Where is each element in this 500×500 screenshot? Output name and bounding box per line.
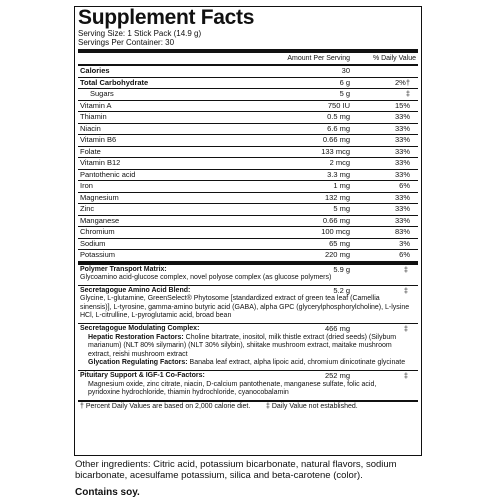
other-ingredients: Other ingredients: Citric acid, potassium bicarbonate, natural flavors, sodium bicarbonate, acesulfame potassium, silica and beta-carotene (color). [75, 459, 397, 481]
nutrient-amount: 30 [341, 66, 350, 75]
nutrient-name: Folate [80, 146, 101, 156]
serving-size: Serving Size: 1 Stick Pack (14.9 g) [78, 29, 202, 38]
nutrient-list [78, 66, 418, 261]
polymer-blend [78, 265, 418, 285]
nutrient-name: Iron [80, 181, 93, 190]
nutrient-amount: 220 mg [324, 250, 350, 259]
nutrient-row [78, 89, 418, 100]
nutrient-name: Calories [80, 66, 110, 75]
footnote-dagger: † Percent Daily Values are based on 2,000 calorie diet. [80, 402, 251, 410]
modulating-blend-amount: 466 mg [324, 324, 350, 334]
nutrient-row [78, 158, 418, 169]
nutrient-row [78, 239, 418, 250]
nutrient-row [78, 193, 418, 204]
nutrient-name: Vitamin B6 [80, 135, 117, 144]
nutrient-row [78, 170, 418, 181]
footnote-double-dagger: ‡ Daily Value not established. [266, 402, 358, 410]
amino-blend-desc: Glycine, L-glutamine, GreenSelect® Phytosome [standardized extract of green tea leaf (Camellia sinensis)], L-tyrosine, gamma-amino butyric acid (GABA), alpha GPC (glycerylphosphorylcholine), L-lysine HCl, L-citrulline, L-pyroglutamic acid, broad bean [80, 295, 410, 320]
nutrient-name: Total Carbohydrate [80, 77, 149, 87]
nutrient-row [78, 216, 418, 227]
servings-per-container: Servings Per Container: 30 [78, 38, 175, 47]
nutrient-row [78, 124, 418, 135]
nutrient-name: Vitamin B12 [80, 158, 121, 167]
footnotes [78, 402, 418, 412]
nutrient-row [78, 112, 418, 123]
nutrient-name: Vitamin A [80, 100, 112, 110]
nutrient-dv: 33% [394, 215, 410, 225]
modulating-blend [78, 324, 418, 370]
nutrient-row [78, 78, 418, 89]
amino-blend [78, 286, 418, 323]
pituitary-blend-amount: 252 mg [324, 371, 350, 381]
nutrient-row [78, 250, 418, 261]
nutrient-name: Sugars [90, 89, 114, 98]
hepatic-factors-label: Hepatic Restoration Factors: [88, 333, 184, 341]
nutrient-dv: 33% [394, 204, 410, 213]
nutrient-name: Thiamin [80, 112, 107, 121]
nutrient-row [78, 101, 418, 112]
nutrient-amount: 0.5 mg [327, 112, 350, 121]
nutrient-dv: 33% [394, 112, 410, 121]
supplement-facts-panel [74, 6, 422, 456]
nutrient-name: Sodium [80, 238, 106, 248]
nutrient-amount: 132 mg [324, 192, 350, 202]
nutrient-row [78, 227, 418, 238]
nutrient-row [78, 135, 418, 146]
nutrient-amount: 5 g [339, 89, 350, 98]
nutrient-dv: ‡ [405, 89, 410, 98]
nutrient-row [78, 181, 418, 192]
glycation-factors-label: Glycation Regulating Factors: [88, 359, 188, 367]
nutrient-amount: 1 mg [333, 181, 350, 190]
nutrient-dv: 33% [394, 146, 410, 156]
nutrient-name: Chromium [80, 227, 115, 236]
nutrient-amount: 0.66 mg [322, 215, 350, 225]
nutrient-dv: 3% [399, 238, 410, 248]
nutrient-amount: 6.6 mg [327, 123, 350, 133]
nutrient-dv: 33% [394, 135, 410, 144]
nutrient-amount: 0.66 mg [322, 135, 350, 144]
nutrient-row [78, 147, 418, 158]
nutrient-name: Niacin [80, 123, 101, 133]
nutrient-amount: 6 g [339, 77, 350, 87]
nutrient-row [78, 204, 418, 215]
amino-blend-dv: ‡ [403, 285, 408, 295]
nutrient-dv: 33% [394, 192, 410, 202]
nutrient-amount: 2 mcg [329, 158, 350, 167]
amount-header: Amount Per Serving [287, 55, 350, 62]
modulating-blend-name: Secretagogue Modulating Complex: [80, 325, 200, 333]
nutrient-amount: 5 mg [333, 204, 350, 213]
pituitary-blend-desc: Magnesium oxide, zinc citrate, niacin, D-calcium pantothenate, manganese sulfate, folic acid, pyridoxine hydrochloride, thiamin hydrochloride, cyanocobalamin [88, 380, 377, 397]
nutrient-dv: 6% [399, 181, 410, 190]
nutrient-dv: 83% [394, 227, 410, 236]
pituitary-blend-name: Pituitary Support & IGF-1 Co-Factors: [80, 372, 205, 380]
glycation-factors-desc: Banaba leaf extract, alpha lipoic acid, chromium dinicotinate glycinate [189, 359, 406, 367]
nutrient-dv: 6% [399, 250, 410, 259]
dv-header: % Daily Value [372, 55, 416, 62]
pituitary-blend [78, 371, 418, 400]
nutrient-name: Zinc [80, 204, 95, 213]
nutrient-name: Magnesium [80, 192, 119, 202]
allergen-statement: Contains soy. [75, 487, 140, 498]
polymer-blend-dv: ‡ [403, 264, 408, 274]
nutrient-amount: 133 mcg [321, 146, 350, 156]
panel-title: Supplement Facts [78, 6, 255, 29]
nutrient-row [78, 66, 418, 77]
modulating-blend-dv: ‡ [403, 324, 408, 334]
polymer-blend-desc: Glycoamino acid-glucose complex, novel polyose complex (as glucose polymers) [80, 274, 332, 282]
amino-blend-name: Secretagogue Amino Acid Blend: [80, 286, 191, 294]
nutrient-amount: 65 mg [329, 238, 350, 248]
nutrient-dv: 33% [394, 169, 410, 179]
polymer-blend-name: Polymer Transport Matrix: [80, 265, 167, 273]
nutrient-name: Manganese [80, 215, 120, 225]
nutrient-amount: 750 IU [327, 100, 350, 110]
glycation-factors [80, 359, 416, 368]
nutrient-amount: 100 mcg [321, 227, 350, 236]
column-header-row [78, 53, 418, 64]
hepatic-factors-desc: Choline bitartrate, inositol, milk thistle extract (dried seeds) (Silybum marianum) (NLT 80% silymarin) (NLT 30% silybin), shiitake mushroom extract, maitake mushroom extract, reishi mushroom extract [88, 333, 397, 358]
pituitary-blend-dv: ‡ [403, 371, 408, 381]
nutrient-dv: 15% [394, 100, 410, 110]
nutrient-dv: 2%† [394, 77, 410, 87]
amino-blend-amount: 5.2 g [333, 285, 350, 295]
hepatic-factors [80, 334, 416, 360]
nutrient-name: Potassium [80, 250, 116, 259]
polymer-blend-amount: 5.9 g [333, 264, 350, 274]
nutrient-amount: 3.3 mg [327, 169, 350, 179]
nutrient-name: Pantothenic acid [80, 169, 136, 179]
nutrient-dv: 33% [394, 158, 410, 167]
nutrient-dv: 33% [394, 123, 410, 133]
